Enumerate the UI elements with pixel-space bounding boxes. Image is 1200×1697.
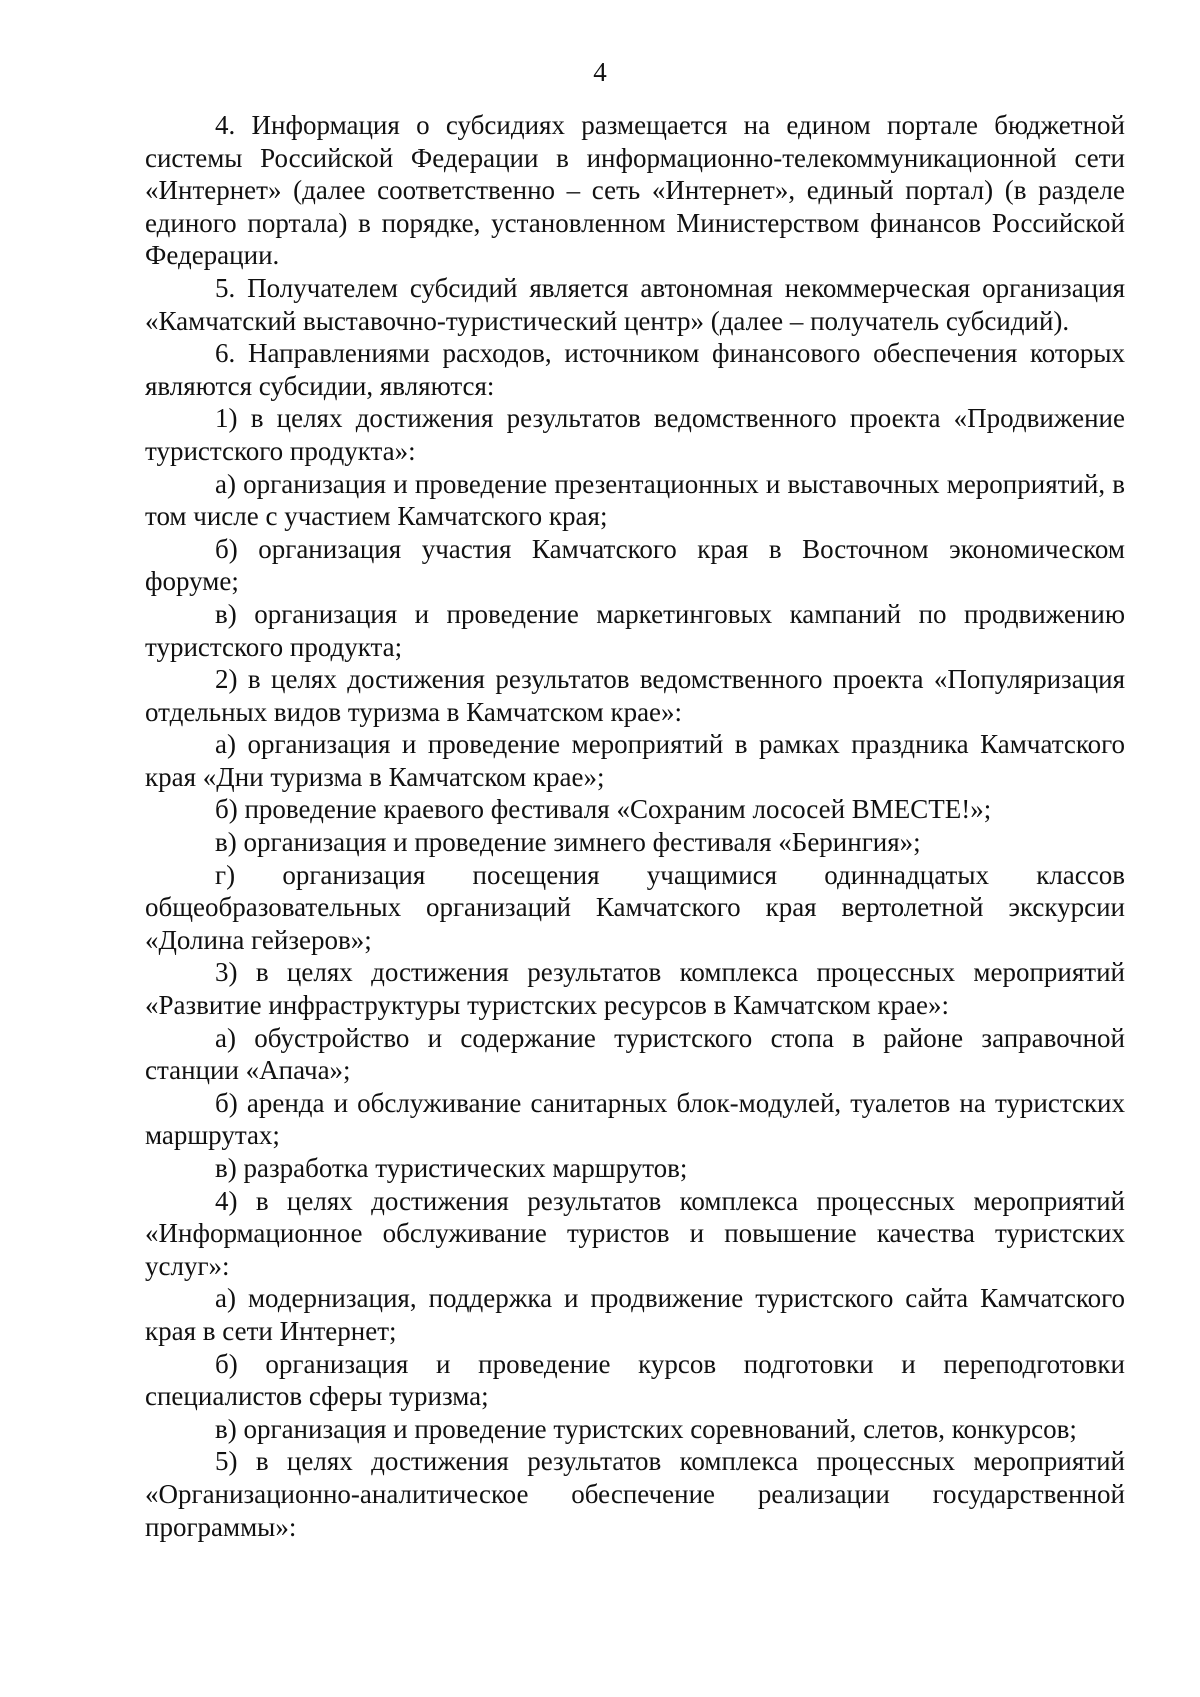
paragraph-5-recipient: 5. Получателем субсидий является автономная некоммерческая организация «Камчатский выставочно-туристический центр» (далее – получатель субсидий). bbox=[145, 272, 1125, 336]
paragraph-6-expense-directions: 6. Направлениями расходов, источником финансового обеспечения которых являются субсидии, являются: bbox=[145, 338, 1125, 401]
list-subitem-1b: б) организация участия Камчатского края в Восточном экономическом форуме; bbox=[145, 533, 1125, 597]
list-item-3: 3) в целях достижения результатов комплекса процессных мероприятий «Развитие инфраструктуры туристских ресурсов в Камчатском крае»: bbox=[145, 957, 1125, 1021]
list-subitem-2c: в) организация и проведение зимнего фестиваля «Берингия»; bbox=[215, 827, 921, 858]
page-number: 4 bbox=[593, 57, 607, 87]
list-subitem-2a: а) организация и проведение мероприятий в рамках праздника Камчатского края «Дни туризма в Камчатском крае»; bbox=[145, 729, 1125, 792]
list-subitem-1c: в) организация и проведение маркетинговых кампаний по продвижению туристского продукта; bbox=[145, 598, 1125, 662]
list-item-5: 5) в целях достижения результатов комплекса процессных мероприятий «Организационно-аналитическое обеспечение реализации государственной программы»: bbox=[145, 1446, 1125, 1542]
list-subitem-2d: г) организация посещения учащимися одиннадцатых классов общеобразовательных организаций Камчатского края вертолетной экскурсии «Долина гейзеров»; bbox=[145, 859, 1125, 955]
list-item-2: 2) в целях достижения результатов ведомственного проекта «Популяризация отдельных видов туризма в Камчатском крае»: bbox=[145, 664, 1125, 727]
list-subitem-4c: в) организация и проведение туристских соревнований, слетов, конкурсов; bbox=[215, 1413, 1077, 1444]
document-body bbox=[145, 109, 1125, 1543]
list-subitem-2b: б) проведение краевого фестиваля «Сохраним лососей ВМЕСТЕ!»; bbox=[215, 794, 992, 825]
list-item-4: 4) в целях достижения результатов комплекса процессных мероприятий «Информационное обслуживание туристов и повышение качества туристских услуг»: bbox=[145, 1185, 1125, 1281]
list-subitem-3a: а) обустройство и содержание туристского стопа в районе заправочной станции «Апача»; bbox=[145, 1022, 1125, 1086]
list-item-1: 1) в целях достижения результатов ведомственного проекта «Продвижение туристского продукта»: bbox=[145, 403, 1125, 466]
list-subitem-4a: а) модернизация, поддержка и продвижение туристского сайта Камчатского края в сети Интернет; bbox=[145, 1283, 1125, 1346]
list-subitem-4b: б) организация и проведение курсов подготовки и переподготовки специалистов сферы туризма; bbox=[145, 1348, 1125, 1412]
list-subitem-3c: в) разработка туристических маршрутов; bbox=[215, 1153, 688, 1183]
list-subitem-3b: б) аренда и обслуживание санитарных блок-модулей, туалетов на туристских маршрутах; bbox=[145, 1087, 1125, 1151]
paragraph-4-subsidy-info: 4. Информация о субсидиях размещается на едином портале бюджетной системы Российской Федерации в информационно-телекоммуникационной сети «Интернет» (далее соответственно – сеть «Интернет», единый портал) (в разделе единого портала) в порядке, установленном Министерством финансов Российской Федерации. bbox=[145, 110, 1125, 271]
list-subitem-1a: а) организация и проведение презентационных и выставочных мероприятий, в том числе с участием Камчатского края; bbox=[145, 468, 1125, 532]
